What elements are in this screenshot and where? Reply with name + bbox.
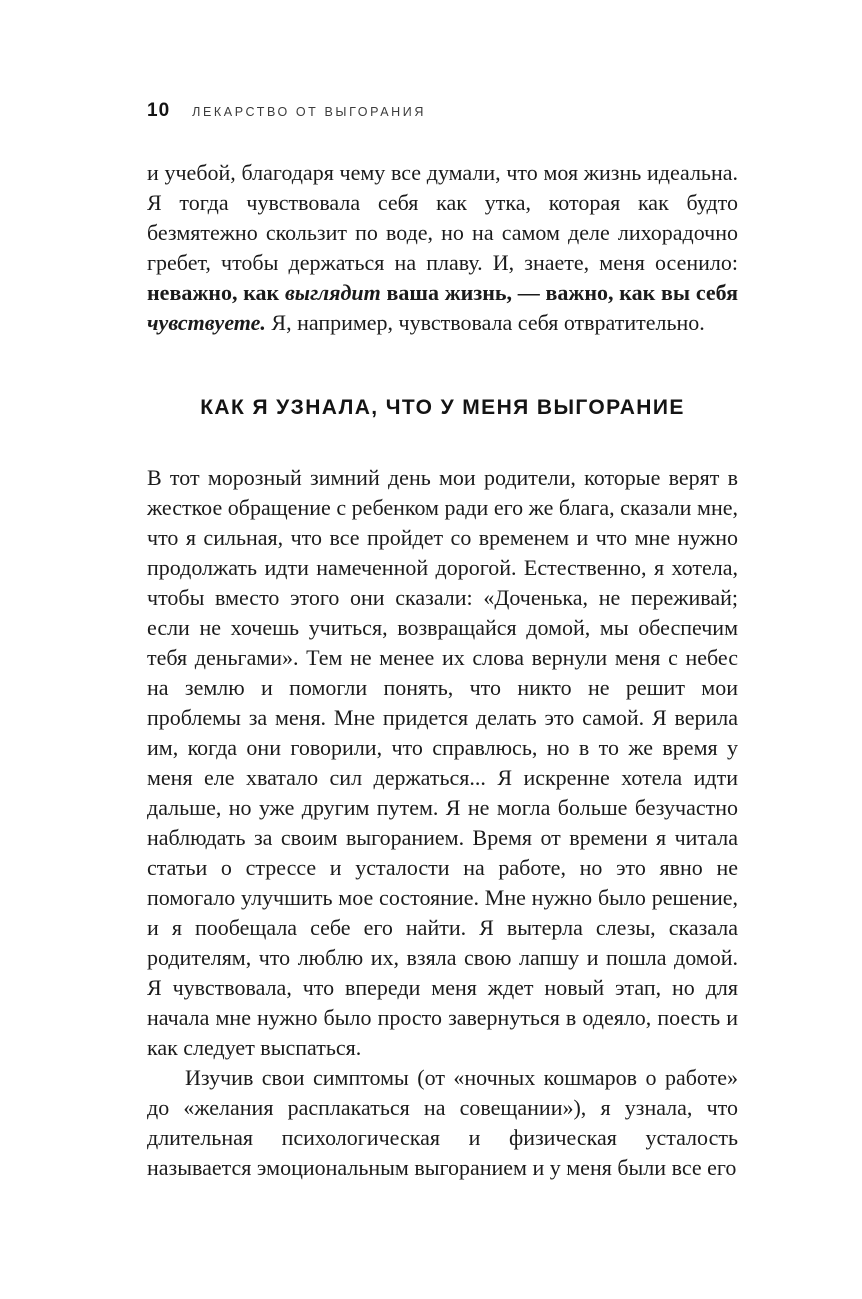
- intro-text-normal-2: Я, например, чувствовала себя отвратительно.: [265, 310, 705, 335]
- intro-text-normal-1: и учебой, благодаря чему все думали, что моя жизнь идеальна. Я тогда чувствовала себя как утка, которая как будто безмятежно скользит по воде, но на самом деле лихорадочно гребет, чтобы держаться на плаву. И, знаете, меня осенило:: [147, 160, 738, 275]
- page-body: [147, 158, 738, 1183]
- intro-text-bold-2: ваша жизнь, — важно, как вы себя: [380, 280, 738, 305]
- body-paragraph-symptoms: Изучив свои симптомы (от «ночных кошмаров о работе» до «желания расплакаться на совещании»), я узнала, что длительная психологическая и физическая усталость называется эмоциональным выгоранием и у меня были все его: [147, 1065, 738, 1180]
- page-number: 10: [147, 100, 171, 121]
- running-head: [147, 100, 426, 122]
- intro-paragraph: [147, 158, 738, 338]
- body-paragraph-main: В тот морозный зимний день мои родители, которые верят в жесткое обращение с ребенком ради его же блага, сказали мне, что я сильная, что все пройдет со временем и что мне нужно продолжать идти намеченной дорогой. Естественно, я хотела, чтобы вместо этого они сказали: «Доченька, не переживай; если не хочешь учиться, возвращайся домой, мы обеспечим тебя деньгами». Тем не менее их слова вернули меня с небес на землю и помогли понять, что никто не решит мои проблемы за меня. Мне придется делать это самой. Я верила им, когда они говорили, что справлюсь, но в то же время у меня еле хватало сил держаться... Я искренне хотела идти дальше, но уже другим путем. Я не могла больше безучастно наблюдать за своим выгоранием. Время от времени я читала статьи о стрессе и усталости на работе, но это явно не помогало улучшить мое состояние. Мне нужно было решение, и я пообещала себе его найти. Я вытерла слезы, сказала родителям, что люблю их, взяла свою лапшу и пошла домой. Я чувствовала, что впереди меня ждет новый этап, но для начала мне нужно было просто завернуться в одеяло, поесть и как следует выспаться.: [147, 465, 738, 1060]
- intro-text-bold-italic-2: чувствуете.: [147, 310, 266, 335]
- intro-text-bold-1: неважно, как: [147, 280, 285, 305]
- book-title: ЛЕКАРСТВО ОТ ВЫГОРАНИЯ: [192, 105, 426, 119]
- section-heading: КАК Я УЗНАЛА, ЧТО У МЕНЯ ВЫГОРАНИЕ: [200, 396, 685, 419]
- intro-text-bold-italic-1: выглядит: [284, 280, 381, 305]
